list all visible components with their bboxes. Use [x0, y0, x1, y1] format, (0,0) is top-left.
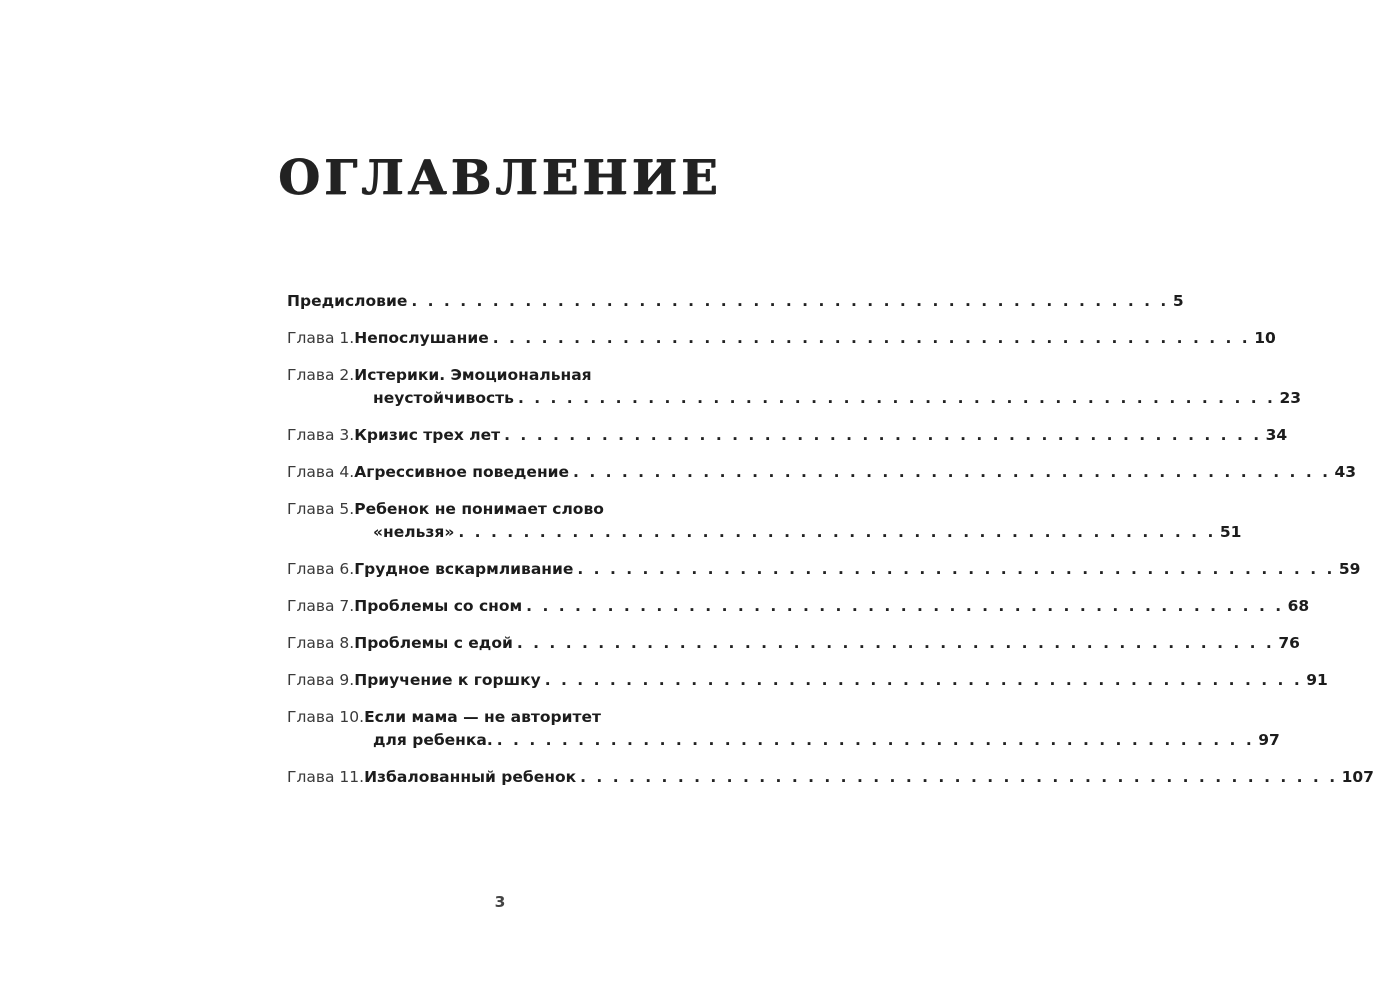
toc-entry-title: Проблемы с едой	[354, 634, 513, 652]
toc-entry-chapter-6[interactable]	[287, 558, 1361, 581]
toc-chapter-label: Глава 4.	[287, 463, 355, 481]
toc-leader-dots: . . . . . . . . . . . . . . . . . . . . . . . . . . . . . . . . . . . . . . . . . . . . . . .	[577, 560, 1335, 578]
toc-chapter-label: Глава 1.	[287, 329, 355, 347]
toc-page-number: 97	[1258, 731, 1280, 749]
page-title: ОГЛАВЛЕНИЕ	[278, 150, 722, 206]
toc-chapter-label: Глава 6.	[287, 560, 355, 578]
toc-entry-title-continued: неустойчивость	[373, 389, 514, 407]
toc-entry-chapter-3[interactable]	[287, 424, 1288, 447]
toc-leader-dots: . . . . . . . . . . . . . . . . . . . . . . . . . . . . . . . . . . . . . . . . . . . . . . .	[517, 389, 1276, 407]
toc-chapter-label: Глава 2.	[287, 366, 355, 384]
table-of-contents	[287, 290, 1374, 789]
toc-chapter-label: Глава 8.	[287, 634, 355, 652]
toc-entry-chapter-1[interactable]	[287, 327, 1276, 350]
toc-entry-title: Непослушание	[354, 329, 489, 347]
toc-page-number: 23	[1279, 389, 1302, 407]
toc-entry-title: Ребенок не понимает слово	[354, 500, 604, 518]
toc-chapter-label: Глава 9.	[287, 671, 355, 689]
toc-page-number: 10	[1254, 329, 1276, 347]
toc-leader-dots: . . . . . . . . . . . . . . . . . . . . . . . . . . . . . . . . . . . . . . . . . . . . . . .	[504, 426, 1262, 444]
toc-entry-chapter-9[interactable]	[287, 669, 1328, 692]
toc-entry-title: Истерики. Эмоциональная	[354, 366, 592, 384]
toc-leader-dots: . . . . . . . . . . . . . . . . . . . . . . . . . . . . . . . . . . . . . . . . . . . . . . .	[580, 768, 1338, 786]
toc-leader-dots: . . . . . . . . . . . . . . . . . . . . . . . . . . . . . . . . . . . . . . . . . . . . . . .	[516, 634, 1275, 652]
toc-entry-title: Проблемы со сном	[354, 597, 523, 615]
toc-chapter-label: Глава 7.	[287, 597, 355, 615]
toc-page-number: 51	[1219, 523, 1242, 541]
toc-leader-dots: . . . . . . . . . . . . . . . . . . . . . . . . . . . . . . . . . . . . . . . . . . . . . . .	[492, 329, 1251, 347]
toc-page-number: 34	[1265, 426, 1288, 444]
toc-entry-title: Агрессивное поведение	[354, 463, 570, 481]
toc-entry-title: Грудное вскармливание	[354, 560, 574, 578]
toc-leader-dots: . . . . . . . . . . . . . . . . . . . . . . . . . . . . . . . . . . . . . . . . . . . . . . .	[496, 731, 1255, 749]
toc-chapter-label: Глава 10.	[287, 708, 365, 726]
toc-entry-title: Избалованный ребенок	[364, 768, 577, 786]
toc-page-number: 5	[1172, 292, 1184, 310]
toc-chapter-label: Глава 5.	[287, 500, 355, 518]
toc-page-number: 91	[1306, 671, 1328, 689]
toc-entry-chapter-4[interactable]	[287, 461, 1357, 484]
toc-page-number: 59	[1338, 560, 1361, 578]
toc-entry-preface[interactable]	[287, 290, 1184, 313]
toc-page-number: 76	[1278, 634, 1300, 652]
toc-entry-title: Кризис трех лет	[354, 426, 501, 444]
toc-entry-chapter-2[interactable]	[287, 364, 1302, 410]
toc-entry-chapter-11[interactable]	[287, 766, 1374, 789]
toc-entry-title-continued: «нельзя»	[373, 523, 455, 541]
toc-entry-chapter-10[interactable]	[287, 706, 1280, 752]
toc-leader-dots: . . . . . . . . . . . . . . . . . . . . . . . . . . . . . . . . . . . . . . . . . . . . . . .	[544, 671, 1303, 689]
page-number: 3	[494, 893, 506, 911]
toc-page-number: 43	[1334, 463, 1357, 481]
toc-entry-chapter-7[interactable]	[287, 595, 1310, 618]
toc-entry-title: Приучение к горшку	[354, 671, 541, 689]
toc-leader-dots: . . . . . . . . . . . . . . . . . . . . . . . . . . . . . . . . . . . . . . . . . . . . . . .	[458, 523, 1216, 541]
toc-chapter-label: Глава 3.	[287, 426, 355, 444]
toc-entry-title-continued: для ребенка.	[373, 731, 493, 749]
toc-entry-title: Предисловие	[287, 292, 408, 310]
toc-leader-dots: . . . . . . . . . . . . . . . . . . . . . . . . . . . . . . . . . . . . . . . . . . . . . . .	[526, 597, 1284, 615]
toc-entry-title: Если мама — не авторитет	[364, 708, 601, 726]
toc-leader-dots: . . . . . . . . . . . . . . . . . . . . . . . . . . . . . . . . . . . . . . . . . . . . . . .	[573, 463, 1331, 481]
toc-entry-chapter-5[interactable]	[287, 498, 1242, 544]
toc-page-number: 107	[1341, 768, 1374, 786]
toc-chapter-label: Глава 11.	[287, 768, 365, 786]
toc-entry-chapter-8[interactable]	[287, 632, 1300, 655]
toc-page-number: 68	[1287, 597, 1310, 615]
toc-leader-dots: . . . . . . . . . . . . . . . . . . . . . . . . . . . . . . . . . . . . . . . . . . . . . . .	[411, 292, 1169, 310]
